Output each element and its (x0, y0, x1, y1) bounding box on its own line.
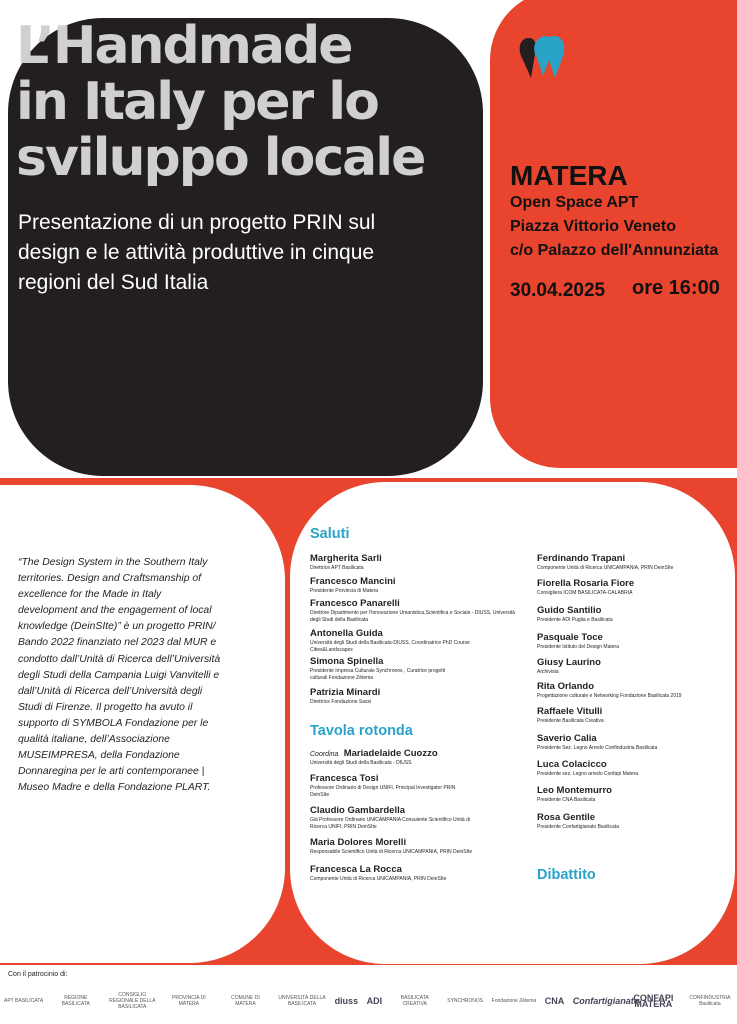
speaker-name: Rosa Gentile (537, 812, 596, 823)
speaker (310, 628, 485, 654)
speaker (537, 578, 727, 597)
speaker (537, 706, 727, 725)
speaker-name: Francesco Mancini (310, 576, 396, 587)
subtitle: Presentazione di un progetto PRIN sul design e le attività produttive in cinque regioni del Sud Italia (18, 211, 376, 294)
sponsor-logo: CNA (544, 996, 565, 1006)
speaker-role: Università degli Studi della Basilicata-DIUSS, Coordinatrice PhD Course Cities&Landscapes (310, 640, 470, 653)
sponsor-logo: Fondazione Zètema (491, 998, 537, 1004)
sponsor-logo: APT BASILICATA (4, 998, 44, 1004)
speaker-role: Presidente sez. Legno arredo Confapi Matera (537, 771, 639, 777)
speaker-role: Presidente CNA Basilicata (537, 797, 596, 803)
event-date: 30.04.2025 (510, 280, 606, 301)
venue-line: Piazza Vittorio Veneto (510, 218, 676, 235)
sponsor-logo: UNIVERSITÀ DELLA BASILICATA (278, 995, 326, 1007)
speaker-name: Francesca Tosi (310, 773, 379, 784)
section-dibattito: Dibattito (537, 867, 596, 883)
speaker (310, 748, 520, 767)
speaker (310, 837, 520, 856)
speaker (310, 598, 522, 624)
speaker-role: Presidente Sez. Legno Arredo Confindustria Basilicata (537, 745, 658, 751)
speaker-name: Saverio Calia (537, 733, 597, 744)
event-time: ore 16:00 (632, 277, 720, 299)
speaker-name: Luca Colacicco (537, 759, 607, 770)
sponsor-logo: ADI (366, 996, 383, 1006)
speaker-role: Archivista (537, 669, 559, 675)
speaker-role: Presidente Istituto del Design Matera (537, 644, 619, 650)
speaker (537, 733, 727, 752)
speaker-role: Università degli Studi della Basilicata - DIUSS (310, 760, 412, 766)
speaker-name: Raffaele Vitulli (537, 706, 603, 717)
speaker-name: Francesco Panarelli (310, 598, 400, 609)
speaker (537, 657, 727, 676)
speaker-role: Componente Unità di Ricerca UNICAMPANIA, PRIN DeinSIte (537, 565, 674, 571)
speaker-name (310, 748, 520, 760)
speaker-name: Maria Dolores Morelli (310, 837, 407, 848)
venue-line: Open Space APT (510, 194, 639, 211)
speaker-name: Pasquale Toce (537, 632, 603, 643)
venue-line: c/o Palazzo dell'Annunziata (510, 242, 719, 259)
sponsor-logo: CONFAPI MATERA (633, 993, 674, 1009)
speaker-name: Francesca La Rocca (310, 864, 402, 875)
speaker-name-text: Mariadelaide Cuozzo (343, 748, 438, 759)
speaker-role: Già Professore Ordinario UNICAMPANIA Consulente Scientifico Unità di Ricerca UNIFI, PRIN DeinSIte (310, 817, 470, 830)
sponsor-logo: diuss (334, 996, 359, 1006)
speaker-name: Ferdinando Trapani (537, 553, 626, 564)
speaker-name: Fiorella Rosaria Fiore (537, 578, 635, 589)
patronage-label: Con il patrocinio di: (8, 971, 68, 978)
section-saluti: Saluti (310, 526, 350, 542)
speaker-role: Direttrice Fondazione Sassi (310, 699, 372, 705)
sponsor-logo: SYNCHRONOS (447, 998, 484, 1004)
speaker (537, 785, 727, 804)
speaker-role: Presidente Provincia di Matera (310, 588, 379, 594)
speaker-name: Rita Orlando (537, 681, 595, 692)
speaker-name: Patrizia Minardi (310, 687, 381, 698)
sponsor-logos (4, 984, 734, 1018)
title-line: L’Handmade (16, 16, 352, 76)
speaker (537, 681, 727, 700)
speaker-role: Presidente ADI Puglia e Basilicata (537, 617, 613, 623)
speaker (537, 632, 727, 651)
poster-title (16, 18, 424, 186)
sponsor-logo: CONFINDUSTRIA Basilicata (689, 995, 731, 1007)
drops-logo-icon (517, 34, 567, 80)
title-line: sviluppo locale (16, 128, 425, 188)
speaker-name: Leo Montemurro (537, 785, 612, 796)
sponsor-logo: CONSIGLIO REGIONALE DELLA BASILICATA (109, 992, 156, 1010)
speaker (310, 687, 520, 706)
sponsor-logo: COMUNE DI MATERA (231, 995, 260, 1007)
speaker (310, 864, 520, 883)
speaker-name: Claudio Gambardella (310, 805, 406, 816)
speaker-role: Presidente Impresa Culturale Synchronos , Curatrice progetti culturali Fondazione Zètema (310, 668, 446, 681)
speaker (537, 553, 727, 572)
speaker-role: Responsabile Scientifico Unità di Ricerca UNICAMPANIA, PRIN DeinSIte (310, 849, 473, 855)
speaker (310, 656, 455, 682)
speaker-role: Direttore Dipartimento per l’Innovazione Umanistica,Scientifica e Sociale - DIUSS, Università degli Studi della Basilicata (310, 610, 516, 623)
speaker-role: Presidente Confartigianato Basilicata (537, 824, 619, 830)
speaker-name: Margherita Sarli (310, 553, 382, 564)
speaker (310, 576, 520, 595)
speaker (310, 805, 470, 831)
title-line: in Italy per lo (16, 72, 378, 132)
speaker-name: Antonella Guida (310, 628, 383, 639)
speaker (537, 605, 727, 624)
sponsor-logo: BASILICATA CREATIVA (400, 995, 429, 1007)
speaker-name: Simona Spinella (310, 656, 384, 667)
event-city: MATERA (510, 160, 628, 191)
coordinator-label: Coordina (310, 751, 339, 758)
speaker (310, 553, 520, 572)
speaker-role: Consigliera ICOM BASILICATA-CALABRIA (537, 590, 633, 596)
speaker-role: Componente Unità di Ricerca UNICAMPANIA, PRIN DeinSIte (310, 876, 447, 882)
speaker-name: Giusy Laurino (537, 657, 601, 668)
speaker-name: Guido Santilio (537, 605, 602, 616)
speaker-role: Direttrice APT Basilicata (310, 565, 364, 571)
speaker (310, 773, 460, 799)
section-tavola-rotonda: Tavola rotonda (310, 723, 413, 739)
project-description: “The Design System in the Southern Italy territories. Design and Craftsmanship of excellence for the Made in Italy development and the engagement of local knowledge (DeinSIte)” è un progetto PRIN/ Bando 2022 finanziato nel 2023 dal MUR e condotto dall’Unità di Ricerca dell’Università degli Studi della Campania Luigi Vanvitelli e dall’Unità di Ricerca dell’Università degli Studi di Firenze. Il progetto ha avuto il supporto di SYMBOLA Fondazione per le qualità italiane, dell’Associazione MUSEIMPRESA, della Fondazione Donnaregina per le arti contemporanee | Museo Madre e della Fondazione PLART. (18, 557, 221, 794)
sponsor-logo: Confartigianato (572, 996, 640, 1006)
sponsor-logo: REGIONE BASILICATA (61, 995, 90, 1007)
speaker (537, 759, 727, 778)
sponsor-logo: PROVINCIA DI MATERA (172, 995, 206, 1007)
speaker-role: Presidente Basilicata Creativa (537, 718, 604, 724)
speaker (537, 812, 727, 831)
speaker-role: Progettazione culturale e Networking Fondazione Basilicata 2019 (537, 693, 682, 699)
speaker-role: Professore Ordinario di Design UNIFI, Principal Investigator PRIN DeinSIte (310, 785, 456, 798)
